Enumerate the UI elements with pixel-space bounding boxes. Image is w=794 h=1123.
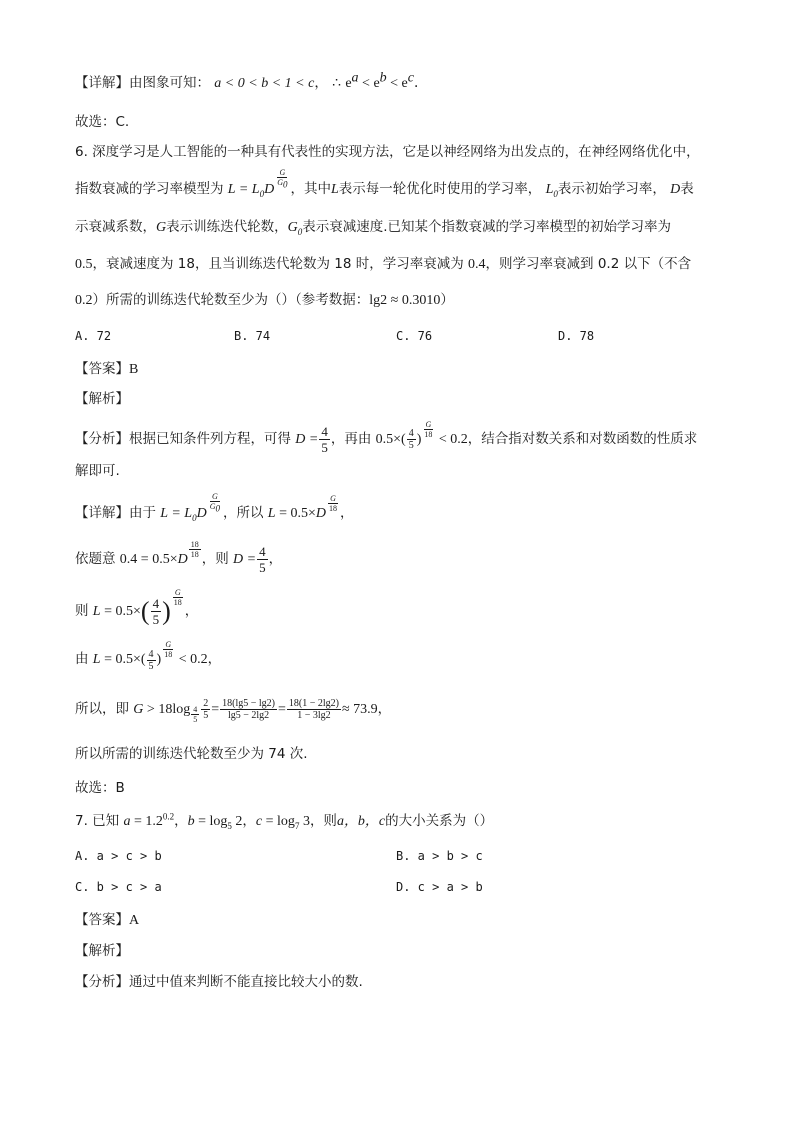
inequality: a < 0 < b < 1 < c [214,76,315,91]
q6-detail-1: 【详解】由于 $L = L_0D$ $^{\frac{G}{G_0}}$ ，所以 L = 0.5×D $^{\frac{G}{18}}$ ， [75,492,354,524]
q6-answer: 【答案】B [75,361,139,377]
q7-answer: 【答案】A [75,912,140,928]
q7-fenxi: 【分析】通过中值来判断不能直接比较大小的数. [75,974,363,990]
exp-ineq: $e^a < e^b < e^c$ [345,70,414,91]
q6-line-3: 示衰减系数，G表示训练迭代轮数，$G_0$表示衰减速度.已知某个指数衰减的学习率模型的初始学习率为 [75,219,672,237]
q6-detail-7: 故选：B [75,780,125,796]
q7-analysis-tag: 【解析】 [75,943,129,959]
q6-option-d[interactable]: D. 78 [558,329,595,343]
q6-text: 指数衰减的学习率模型为 [75,181,224,198]
q6-detail-6: 所以所需的训练迭代轮数至少为 74 次. [75,746,308,762]
q6-line-5: 0.2）所需的训练迭代轮数至少为（）（参考数据：lg2 ≈ 0.3010） [75,292,454,308]
q7-option-d[interactable]: D. c > a > b [396,880,483,894]
q6-line-2: 指数衰减的学习率模型为 $L = L_0D$ $^{\frac{G}{G_0}}$ ，其中L表示每一轮优化时使用的学习率， $L_0$表示初始学习率， D表 [75,168,694,200]
q6-detail-3: 则 L = 0.5×( $\frac{4}{5}$ ) $^{\frac{G}{18}}$ ， [75,587,199,627]
choose-c: 故选：C. [75,114,130,130]
end-dot: . [413,75,419,91]
detail-text: 由图象可知： [129,75,210,91]
q6-fenxi: 【分析】根据已知条件列方程，可得 D = $\frac{4}{5}$ ，再由 0.5×( $\frac{4}{5}$ ) $^{\frac{G}{18}}$ < 0.2，结合指对数关系和对数函数的性质求 [75,419,698,455]
q7-line-1: 7. 已知 $a = 1.2^{0.2}$，$b = \log_5 2$，$c = \log_7 3$，则a，b，c的大小关系为（） [75,811,494,831]
q6-detail-4: 由 L = 0.5×( $\frac{4}{5}$ ) $^{\frac{G}{18}}$ < 0.2， [75,640,222,672]
q6-option-b[interactable]: B. 74 [234,329,271,343]
q7-option-a[interactable]: A. a > c > b [75,849,162,863]
detail-tag: 【详解】 [75,75,129,91]
detail-line-1 [75,70,419,93]
q7-option-b[interactable]: B. a > b > c [396,849,483,863]
therefore: ∴ [332,76,342,91]
q6-line-4: 0.5，衰减速度为 18，且当训练迭代轮数为 18 时，学习率衰减为 0.4，则学习率衰减到 0.2 以下（不含 [75,256,692,272]
q6-option-c[interactable]: C. 76 [396,329,433,343]
l0-symbol: $L_0$ [545,182,558,200]
g0-symbol: $G_0$ [287,220,303,237]
q6-detail-2: 依题意 0.4 = 0.5×D $^{\frac{18}{18}}$ ，则 D = $\frac{4}{5}$ ， [75,539,283,575]
q6-line-1: 6. 深度学习是人工智能的一种具有代表性的实现方法，它是以神经网络为出发点的，在神经网络优化中， [75,144,700,160]
lr-formula: $L = L_0D$ $^{\frac{G}{G_0}}$ [227,168,288,200]
q7-option-c[interactable]: C. b > c > a [75,880,162,894]
q6-option-a[interactable]: A. 72 [75,329,112,343]
q6-analysis-tag: 【解析】 [75,391,129,407]
sep: ， [314,75,328,91]
q6-detail-5: 所以，即 G > 18log $_{\frac{4}{5}}$ $\frac{2}{5}$ = $\frac{18(\lg 5 - \lg 2)}{\lg 5 - 2\lg 2}$ = $\frac{18(1 - 2\lg 2)}{1 - 3\lg 2}$ ≈ 73.9， [75,698,392,725]
q6-fenxi-2: 解即可. [75,463,120,479]
